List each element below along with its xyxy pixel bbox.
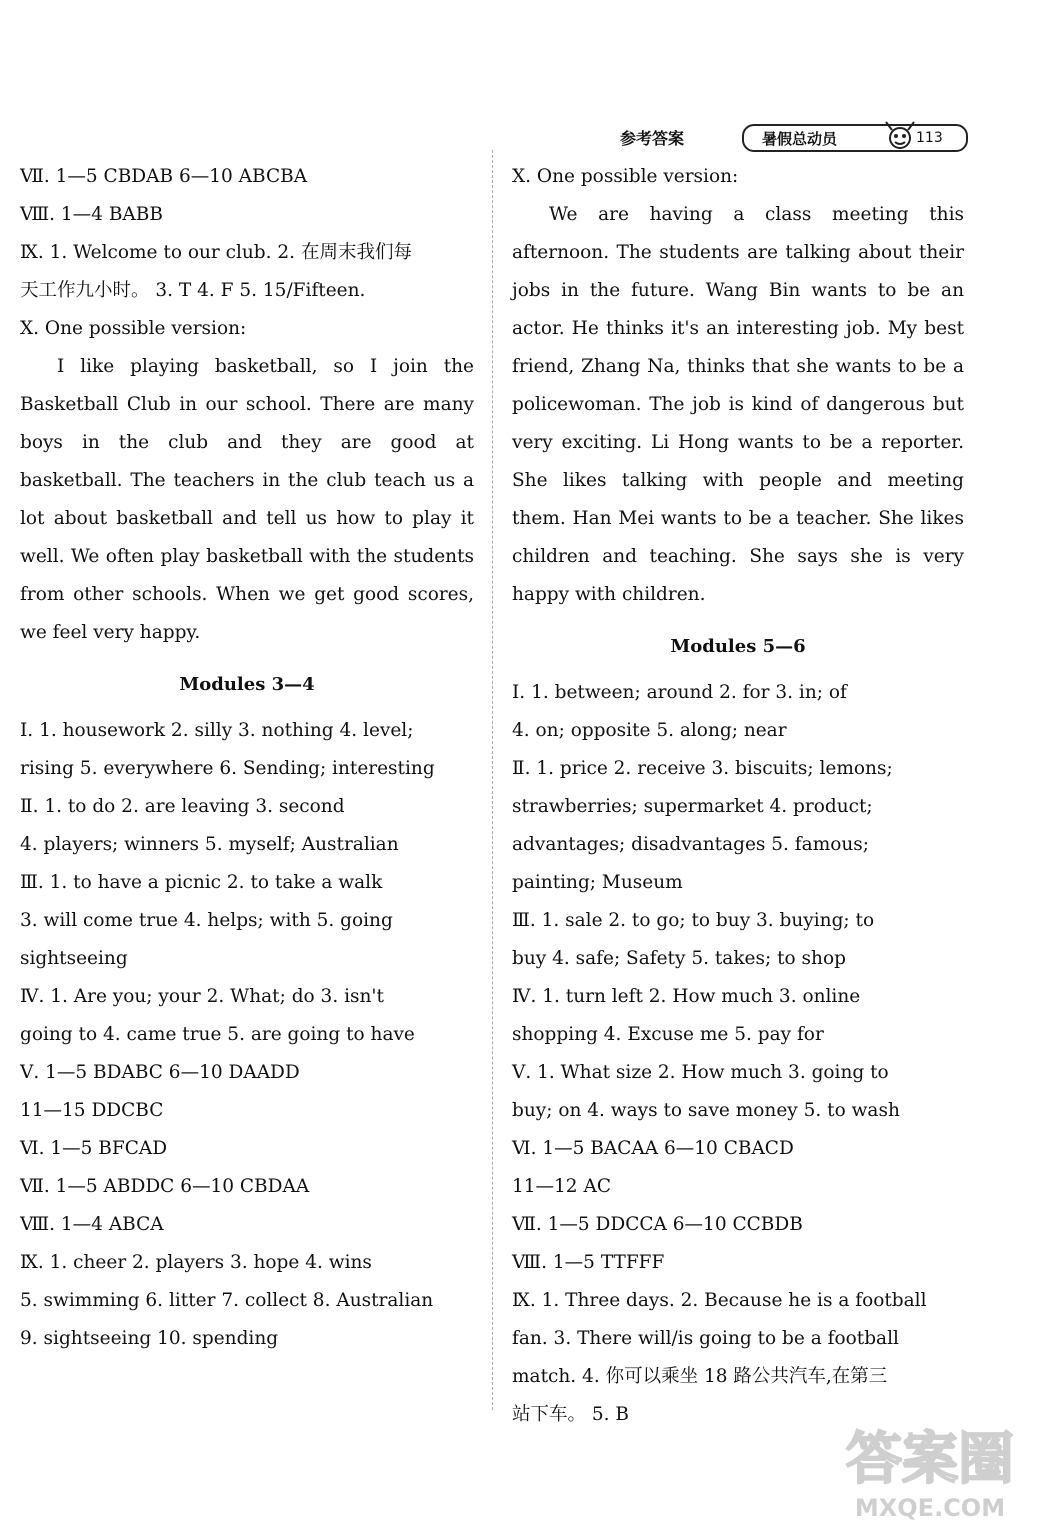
answer-line: 3. will come true 4. helps; with 5. going <box>20 910 393 931</box>
answer-line: Ⅲ. 1. sale 2. to go; to buy 3. buying; to <box>512 910 875 931</box>
answer-line: 4. players; winners 5. myself; Australian <box>20 834 399 855</box>
section-heading: Modules 5—6 <box>670 636 806 657</box>
answer-line: Ⅱ. 1. to do 2. are leaving 3. second <box>20 796 345 817</box>
answer-line: Ⅸ. 1. cheer 2. players 3. hope 4. wins <box>20 1252 372 1273</box>
answer-line: buy; on 4. ways to save money 5. to wash <box>512 1100 900 1121</box>
answer-line: rising 5. everywhere 6. Sending; interesting <box>20 758 435 779</box>
answer-line: Ⅶ. 1—5 CBDAB 6—10 ABCBA <box>20 166 308 187</box>
watermark-text: 答案圈 <box>846 1427 1014 1492</box>
answer-line: fan. 3. There will/is going to be a football <box>512 1328 899 1349</box>
right-column <box>512 158 964 1434</box>
answer-line: Ⅵ. 1—5 BACAA 6—10 CBACD <box>512 1138 794 1159</box>
answer-line: Ⅷ. 1—4 BABB <box>20 204 163 225</box>
answer-line: 4. on; opposite 5. along; near <box>512 720 787 741</box>
column-divider <box>492 150 493 1410</box>
header-title: 参考答案 <box>620 129 685 148</box>
answer-line: going to 4. came true 5. are going to have <box>20 1024 415 1045</box>
answer-line: match. 4. 你可以乘坐 18 路公共汽车,在第三 <box>512 1366 888 1387</box>
answer-line: Ⅷ. 1—4 ABCA <box>20 1214 164 1235</box>
answer-line: 5. swimming 6. litter 7. collect 8. Australian <box>20 1290 434 1311</box>
page-header <box>620 124 970 154</box>
answer-line: Ⅷ. 1—5 TTFFF <box>512 1252 665 1273</box>
answer-line: 天工作九小时。 3. T 4. F 5. 15/Fifteen. <box>20 280 366 301</box>
answer-line: Ⅳ. 1. Are you; your 2. What; do 3. isn't <box>20 986 384 1007</box>
answer-line: Ⅰ. 1. housework 2. silly 3. nothing 4. level; <box>20 720 414 741</box>
left-column <box>20 158 474 1358</box>
answer-line: 站下车。 5. B <box>512 1404 630 1425</box>
answer-line: Ⅰ. 1. between; around 2. for 3. in; of <box>512 682 847 703</box>
answer-line: Ⅴ. 1. What size 2. How much 3. going to <box>512 1062 889 1083</box>
header-tab-label: 暑假总动员 <box>762 130 838 148</box>
answer-line: Ⅴ. 1—5 BDABC 6—10 DAADD <box>20 1062 300 1083</box>
answer-line: buy 4. safe; Safety 5. takes; to shop <box>512 948 846 969</box>
answer-line: Ⅶ. 1—5 DDCCA 6—10 CCBDB <box>512 1214 803 1235</box>
essay-paragraph: We are having a class meeting this afternoon. The students are talking about their jobs in the future. Wang Bin wants to be an actor. He thinks it's an interesting job. My best friend, Zhang Na, thinks that she wants to be a policewoman. The job is kind of dangerous but very exciting. Li Hong wants to be a reporter. She likes talking with people and meeting them. Han Mei wants to be a teacher. She likes children and teaching. She says she is very happy with children. <box>512 204 964 605</box>
answer-line: sightseeing <box>20 948 128 969</box>
answer-line: painting; Museum <box>512 872 683 893</box>
header-tab <box>742 124 968 152</box>
section-heading: Modules 3—4 <box>179 674 315 695</box>
answer-line: Ⅲ. 1. to have a picnic 2. to take a walk <box>20 872 383 893</box>
page-number: 113 <box>916 130 943 146</box>
mascot-icon <box>882 118 918 152</box>
answer-line: advantages; disadvantages 5. famous; <box>512 834 870 855</box>
answer-line: Ⅳ. 1. turn left 2. How much 3. online <box>512 986 861 1007</box>
watermark-url: MXQE.COM <box>854 1494 1006 1522</box>
answer-line: Ⅱ. 1. price 2. receive 3. biscuits; lemons; <box>512 758 893 779</box>
watermark-logo <box>835 1416 1025 1526</box>
answer-line: Ⅸ. 1. Three days. 2. Because he is a football <box>512 1290 927 1311</box>
answer-line: 11—12 AC <box>512 1176 611 1197</box>
answer-line: shopping 4. Excuse me 5. pay for <box>512 1024 824 1045</box>
answer-line: Ⅹ. One possible version: <box>512 166 739 187</box>
answer-line: strawberries; supermarket 4. product; <box>512 796 873 817</box>
answer-line: Ⅹ. One possible version: <box>20 318 247 339</box>
answer-line: 11—15 DDCBC <box>20 1100 164 1121</box>
answer-line: Ⅵ. 1—5 BFCAD <box>20 1138 168 1159</box>
essay-paragraph: I like playing basketball, so I join the Basketball Club in our school. There are many boys in the club and they are good at basketball. The teachers in the club teach us a lot about basketball and tell us how to play it well. We often play basketball with the students from other schools. When we get good scores, we feel very happy. <box>20 356 474 643</box>
answer-line: Ⅶ. 1—5 ABDDC 6—10 CBDAA <box>20 1176 310 1197</box>
answer-line: Ⅸ. 1. Welcome to our club. 2. 在周末我们每 <box>20 242 412 263</box>
answer-line: 9. sightseeing 10. spending <box>20 1328 279 1349</box>
